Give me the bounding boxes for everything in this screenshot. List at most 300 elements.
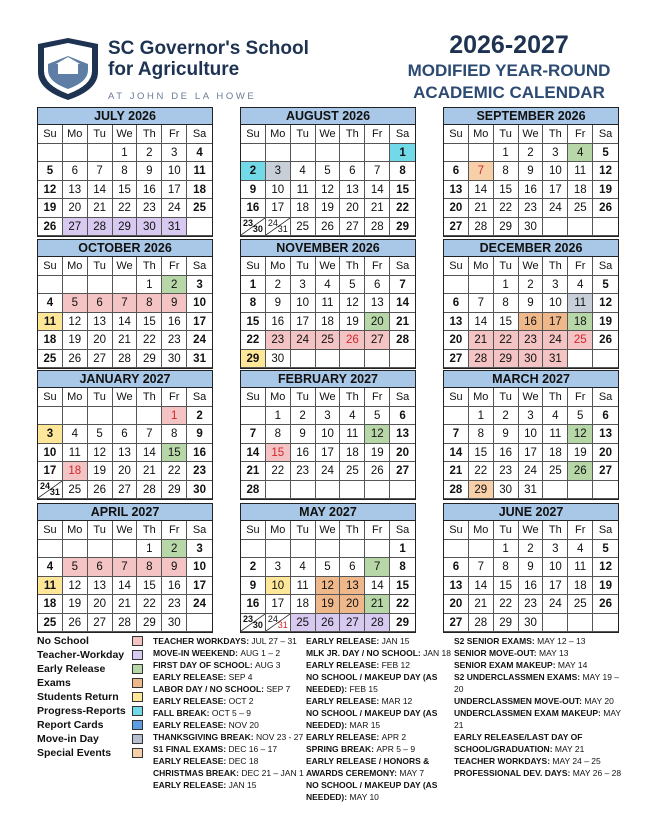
month-grid bbox=[38, 388, 212, 499]
date-cell: 20 bbox=[63, 199, 88, 218]
date-cell: 15 bbox=[390, 181, 415, 200]
day-header: Sa bbox=[390, 521, 415, 540]
legend bbox=[37, 634, 147, 760]
date-cell: 6 bbox=[593, 407, 618, 426]
date-cell: 20 bbox=[444, 199, 469, 218]
event-date: MAY 14 bbox=[557, 660, 588, 670]
calendar-title bbox=[394, 30, 624, 104]
date-cell: 1 bbox=[137, 276, 162, 295]
day-header: Tu bbox=[494, 388, 519, 407]
date-cell: 7 bbox=[444, 425, 469, 444]
date-cell: 16 bbox=[494, 444, 519, 463]
event-entry bbox=[306, 671, 452, 695]
date-cell: 7 bbox=[469, 162, 494, 181]
legend-swatch bbox=[132, 650, 143, 660]
date-cell: 29 bbox=[241, 350, 266, 369]
date-cell bbox=[316, 144, 341, 163]
event-date: JAN 18 bbox=[423, 648, 451, 658]
date-cell: 27 bbox=[63, 218, 88, 237]
event-title: S2 SENIOR EXAMS: bbox=[454, 636, 538, 646]
date-cell: 11 bbox=[187, 162, 212, 181]
day-header: Mo bbox=[266, 388, 291, 407]
event-title: EARLY RELEASE: bbox=[153, 756, 229, 766]
date-cell bbox=[291, 540, 316, 559]
date-cell: 18 bbox=[291, 595, 316, 614]
month-grid bbox=[241, 125, 415, 236]
date-number: 24 bbox=[267, 217, 278, 228]
date-cell bbox=[266, 614, 291, 633]
date-cell: 14 bbox=[469, 181, 494, 200]
date-cell: 13 bbox=[340, 577, 365, 596]
date-cell: 24 bbox=[519, 462, 544, 481]
date-cell: 18 bbox=[63, 462, 88, 481]
date-cell: 27 bbox=[365, 331, 390, 350]
day-header: Fr bbox=[568, 521, 593, 540]
date-cell: 29 bbox=[390, 614, 415, 633]
date-cell: 7 bbox=[113, 558, 138, 577]
month-title: FEBRUARY 2027 bbox=[241, 371, 415, 388]
event-date: APR 5 – 9 bbox=[376, 744, 416, 754]
event-entry bbox=[306, 743, 452, 755]
date-cell: 17 bbox=[543, 181, 568, 200]
event-date: SEP 4 bbox=[228, 672, 253, 682]
school-name bbox=[108, 38, 309, 107]
date-cell: 16 bbox=[266, 313, 291, 332]
date-number: 24 bbox=[40, 480, 51, 491]
school-subtitle: AT JOHN DE LA HOWE bbox=[108, 91, 257, 102]
month-title: MAY 2027 bbox=[241, 504, 415, 521]
date-cell: 19 bbox=[365, 444, 390, 463]
event-date: JAN 15 bbox=[381, 636, 410, 646]
date-cell: 17 bbox=[187, 577, 212, 596]
date-cell: 18 bbox=[340, 444, 365, 463]
date-cell bbox=[266, 144, 291, 163]
date-cell bbox=[316, 481, 341, 500]
date-cell bbox=[543, 481, 568, 500]
date-cell bbox=[340, 144, 365, 163]
event-title: NO SCHOOL / MAKEUP DAY (AS NEEDED): bbox=[306, 708, 438, 730]
date-cell: 1 bbox=[390, 540, 415, 559]
event-entry bbox=[153, 743, 305, 755]
event-date: OCT 5 – 9 bbox=[211, 708, 251, 718]
day-header: Mo bbox=[469, 388, 494, 407]
date-cell bbox=[444, 144, 469, 163]
date-cell: 18 bbox=[568, 577, 593, 596]
date-cell bbox=[593, 218, 618, 237]
date-cell: 22 bbox=[241, 331, 266, 350]
date-cell: 19 bbox=[593, 577, 618, 596]
event-entry bbox=[306, 755, 452, 779]
date-cell: 10 bbox=[187, 558, 212, 577]
date-cell: 30 bbox=[519, 218, 544, 237]
day-header: We bbox=[316, 125, 341, 144]
day-header: We bbox=[113, 257, 138, 276]
date-cell: 27 bbox=[88, 350, 113, 369]
event-title: EARLY RELEASE / HONORS & AWARDS CEREMONY: bbox=[306, 756, 430, 778]
day-header: Su bbox=[38, 388, 63, 407]
date-cell: 13 bbox=[365, 294, 390, 313]
date-cell: 29 bbox=[113, 218, 138, 237]
date-cell: 4 bbox=[568, 144, 593, 163]
date-cell: 12 bbox=[593, 558, 618, 577]
date-cell: 17 bbox=[38, 462, 63, 481]
date-cell bbox=[137, 407, 162, 426]
date-cell bbox=[593, 481, 618, 500]
date-cell: 6 bbox=[365, 276, 390, 295]
day-header: Fr bbox=[162, 521, 187, 540]
date-cell: 1 bbox=[137, 540, 162, 559]
date-cell: 10 bbox=[543, 162, 568, 181]
day-header: Th bbox=[340, 521, 365, 540]
event-entry bbox=[454, 767, 626, 779]
date-cell: 8 bbox=[162, 425, 187, 444]
date-cell: 1 bbox=[241, 276, 266, 295]
date-cell: 4 bbox=[187, 144, 212, 163]
date-cell: 3 bbox=[543, 276, 568, 295]
date-cell: 27 bbox=[340, 614, 365, 633]
event-title: EARLY RELEASE: bbox=[153, 696, 229, 706]
date-cell: 14 bbox=[88, 181, 113, 200]
date-cell: 8 bbox=[469, 425, 494, 444]
date-cell: 21 bbox=[469, 199, 494, 218]
date-cell: 30 bbox=[266, 350, 291, 369]
date-cell bbox=[340, 350, 365, 369]
date-cell: 8 bbox=[113, 162, 138, 181]
date-cell: 26 bbox=[593, 595, 618, 614]
date-cell: 19 bbox=[316, 595, 341, 614]
date-cell: 1 bbox=[494, 540, 519, 559]
event-title: SENIOR MOVE-OUT: bbox=[454, 648, 540, 658]
date-cell bbox=[113, 407, 138, 426]
day-header: Su bbox=[444, 257, 469, 276]
date-cell: 5 bbox=[593, 144, 618, 163]
event-entry bbox=[153, 671, 305, 683]
date-cell: 25 bbox=[38, 614, 63, 633]
date-cell: 12 bbox=[63, 313, 88, 332]
date-cell bbox=[63, 407, 88, 426]
date-cell: 13 bbox=[88, 577, 113, 596]
date-cell: 28 bbox=[137, 481, 162, 500]
date-cell: 25 bbox=[568, 331, 593, 350]
date-cell: 23 bbox=[519, 199, 544, 218]
date-cell: 22 bbox=[494, 331, 519, 350]
date-cell: 10 bbox=[38, 444, 63, 463]
date-cell: 15 bbox=[390, 577, 415, 596]
day-header: We bbox=[316, 257, 341, 276]
day-header: Sa bbox=[390, 257, 415, 276]
month-calendar bbox=[37, 239, 213, 369]
event-entry bbox=[153, 755, 305, 767]
date-cell: 8 bbox=[266, 425, 291, 444]
date-cell: 21 bbox=[137, 462, 162, 481]
day-header: Su bbox=[444, 125, 469, 144]
date-cell: 9 bbox=[137, 162, 162, 181]
event-entry bbox=[454, 659, 626, 671]
day-header: Sa bbox=[187, 521, 212, 540]
date-cell: 2 bbox=[241, 162, 266, 181]
date-cell: 30 bbox=[519, 350, 544, 369]
date-cell: 11 bbox=[568, 162, 593, 181]
date-cell: 13 bbox=[340, 181, 365, 200]
school-name-line2: for Agriculture bbox=[108, 59, 240, 80]
date-cell: 20 bbox=[340, 595, 365, 614]
date-cell: 8 bbox=[137, 558, 162, 577]
date-cell: 19 bbox=[568, 444, 593, 463]
date-cell: 15 bbox=[266, 444, 291, 463]
date-number: 31 bbox=[277, 620, 288, 630]
date-cell: 1 bbox=[494, 144, 519, 163]
date-cell bbox=[38, 481, 63, 500]
day-header: Tu bbox=[494, 125, 519, 144]
day-header: Su bbox=[38, 521, 63, 540]
date-cell: 14 bbox=[241, 444, 266, 463]
date-cell: 25 bbox=[187, 199, 212, 218]
date-cell: 12 bbox=[316, 577, 341, 596]
date-cell: 7 bbox=[469, 558, 494, 577]
date-cell: 6 bbox=[444, 294, 469, 313]
day-header: Mo bbox=[469, 125, 494, 144]
date-cell: 12 bbox=[593, 162, 618, 181]
date-cell: 14 bbox=[365, 181, 390, 200]
date-cell: 6 bbox=[113, 425, 138, 444]
month-title: JULY 2026 bbox=[38, 108, 212, 125]
date-cell: 13 bbox=[444, 577, 469, 596]
month-title: SEPTEMBER 2026 bbox=[444, 108, 618, 125]
date-cell: 2 bbox=[494, 407, 519, 426]
date-cell: 13 bbox=[113, 444, 138, 463]
event-date: DEC 16 – 17 bbox=[228, 744, 278, 754]
date-cell: 28 bbox=[365, 614, 390, 633]
date-cell: 14 bbox=[137, 444, 162, 463]
date-cell: 30 bbox=[494, 481, 519, 500]
date-cell: 3 bbox=[266, 558, 291, 577]
day-header: Fr bbox=[162, 257, 187, 276]
event-date: MAY 19 – 20 bbox=[454, 672, 620, 694]
date-cell: 8 bbox=[390, 558, 415, 577]
date-cell bbox=[187, 218, 212, 237]
date-cell: 11 bbox=[340, 425, 365, 444]
day-header: Sa bbox=[187, 125, 212, 144]
date-cell: 6 bbox=[340, 558, 365, 577]
date-cell: 19 bbox=[593, 181, 618, 200]
date-cell bbox=[390, 481, 415, 500]
date-cell: 22 bbox=[266, 462, 291, 481]
date-cell: 9 bbox=[162, 294, 187, 313]
date-cell: 19 bbox=[593, 313, 618, 332]
date-cell: 16 bbox=[519, 181, 544, 200]
date-cell: 25 bbox=[63, 481, 88, 500]
date-cell bbox=[365, 144, 390, 163]
date-cell: 18 bbox=[568, 181, 593, 200]
date-cell: 2 bbox=[266, 276, 291, 295]
event-title: CHRISTMAS BREAK: bbox=[153, 768, 242, 778]
month-calendar bbox=[240, 370, 416, 500]
date-cell bbox=[291, 350, 316, 369]
date-cell: 21 bbox=[113, 331, 138, 350]
day-header: Fr bbox=[365, 521, 390, 540]
date-cell: 5 bbox=[38, 162, 63, 181]
date-cell: 5 bbox=[593, 540, 618, 559]
date-cell: 26 bbox=[63, 350, 88, 369]
event-entry bbox=[454, 755, 626, 767]
date-cell: 17 bbox=[519, 444, 544, 463]
date-cell: 20 bbox=[444, 331, 469, 350]
event-entry bbox=[454, 695, 626, 707]
date-cell: 18 bbox=[187, 181, 212, 200]
date-cell: 1 bbox=[266, 407, 291, 426]
events-column-1 bbox=[153, 635, 305, 791]
date-cell: 22 bbox=[113, 199, 138, 218]
date-cell: 12 bbox=[88, 444, 113, 463]
date-number: 30 bbox=[252, 224, 263, 234]
event-title: EARLY RELEASE: bbox=[306, 696, 382, 706]
event-entry bbox=[153, 695, 305, 707]
date-cell bbox=[38, 407, 63, 426]
day-header: Tu bbox=[88, 257, 113, 276]
date-cell: 14 bbox=[469, 313, 494, 332]
date-cell: 25 bbox=[316, 331, 341, 350]
date-cell: 23 bbox=[162, 331, 187, 350]
event-title: SPRING BREAK: bbox=[306, 744, 377, 754]
date-cell: 3 bbox=[38, 425, 63, 444]
date-cell bbox=[291, 144, 316, 163]
date-cell: 14 bbox=[365, 577, 390, 596]
date-cell: 29 bbox=[390, 218, 415, 237]
date-cell: 20 bbox=[365, 313, 390, 332]
date-cell bbox=[316, 540, 341, 559]
date-cell: 16 bbox=[187, 444, 212, 463]
date-cell bbox=[316, 350, 341, 369]
event-date: APR 2 bbox=[381, 732, 407, 742]
date-cell: 17 bbox=[291, 313, 316, 332]
date-cell: 2 bbox=[291, 407, 316, 426]
month-grid bbox=[38, 125, 212, 236]
date-cell: 29 bbox=[137, 350, 162, 369]
date-cell: 28 bbox=[365, 218, 390, 237]
event-title: EARLY RELEASE: bbox=[306, 660, 382, 670]
day-header: Th bbox=[340, 257, 365, 276]
event-entry bbox=[306, 707, 452, 731]
date-cell: 11 bbox=[543, 425, 568, 444]
date-cell: 23 bbox=[519, 331, 544, 350]
date-cell: 8 bbox=[494, 294, 519, 313]
date-cell: 6 bbox=[444, 162, 469, 181]
date-cell: 19 bbox=[340, 313, 365, 332]
date-cell: 22 bbox=[494, 595, 519, 614]
event-date: OCT 2 bbox=[228, 696, 254, 706]
date-cell: 13 bbox=[593, 425, 618, 444]
date-cell bbox=[241, 614, 266, 633]
date-cell bbox=[365, 350, 390, 369]
date-cell: 25 bbox=[543, 462, 568, 481]
date-cell bbox=[88, 540, 113, 559]
event-entry bbox=[454, 707, 626, 731]
date-cell: 9 bbox=[494, 425, 519, 444]
date-cell: 26 bbox=[365, 462, 390, 481]
day-header: Th bbox=[340, 388, 365, 407]
event-date: MAY 24 – 25 bbox=[552, 756, 601, 766]
date-cell: 2 bbox=[519, 144, 544, 163]
month-calendar bbox=[443, 370, 619, 500]
date-cell: 3 bbox=[543, 144, 568, 163]
date-cell: 5 bbox=[568, 407, 593, 426]
event-date: MAR 15 bbox=[349, 720, 381, 730]
date-cell bbox=[469, 540, 494, 559]
event-entry bbox=[153, 707, 305, 719]
event-date: AUG 3 bbox=[255, 660, 281, 670]
date-cell: 21 bbox=[469, 595, 494, 614]
date-cell: 28 bbox=[469, 218, 494, 237]
date-cell: 28 bbox=[390, 331, 415, 350]
date-cell: 29 bbox=[469, 481, 494, 500]
date-number: 31 bbox=[277, 224, 288, 234]
date-cell: 27 bbox=[113, 481, 138, 500]
date-cell: 20 bbox=[88, 331, 113, 350]
legend-swatch bbox=[132, 692, 143, 702]
event-entry bbox=[454, 647, 626, 659]
event-title: FALL BREAK: bbox=[153, 708, 212, 718]
school-logo-shield-icon bbox=[36, 38, 100, 100]
event-date: MAR 12 bbox=[381, 696, 413, 706]
date-cell bbox=[266, 481, 291, 500]
event-title: TEACHER WORKDAYS: bbox=[454, 756, 553, 766]
date-cell bbox=[390, 350, 415, 369]
legend-swatch bbox=[132, 720, 143, 730]
day-header: Sa bbox=[593, 125, 618, 144]
day-header: Th bbox=[137, 521, 162, 540]
date-cell: 26 bbox=[593, 199, 618, 218]
date-cell: 27 bbox=[444, 614, 469, 633]
date-cell: 10 bbox=[543, 558, 568, 577]
date-cell: 9 bbox=[266, 294, 291, 313]
date-cell: 22 bbox=[162, 462, 187, 481]
month-title: MARCH 2027 bbox=[444, 371, 618, 388]
date-cell: 10 bbox=[519, 425, 544, 444]
date-cell: 1 bbox=[390, 144, 415, 163]
legend-label: Progress-Reports bbox=[37, 705, 126, 717]
date-cell: 9 bbox=[241, 181, 266, 200]
date-cell: 18 bbox=[568, 313, 593, 332]
date-cell: 20 bbox=[593, 444, 618, 463]
date-cell: 7 bbox=[365, 558, 390, 577]
date-cell: 20 bbox=[88, 595, 113, 614]
day-header: Fr bbox=[365, 388, 390, 407]
date-cell: 10 bbox=[266, 577, 291, 596]
day-header: Tu bbox=[494, 257, 519, 276]
event-entry bbox=[454, 731, 626, 755]
day-header: Su bbox=[38, 257, 63, 276]
date-cell: 7 bbox=[365, 162, 390, 181]
date-cell: 27 bbox=[444, 218, 469, 237]
legend-label: Move-in Day bbox=[37, 733, 99, 745]
date-cell bbox=[469, 144, 494, 163]
date-cell: 1 bbox=[494, 276, 519, 295]
date-cell: 2 bbox=[241, 558, 266, 577]
month-calendar bbox=[443, 239, 619, 369]
event-date: MAY 13 bbox=[539, 648, 569, 658]
date-cell: 7 bbox=[241, 425, 266, 444]
date-cell: 13 bbox=[88, 313, 113, 332]
date-cell: 15 bbox=[162, 444, 187, 463]
date-cell bbox=[568, 350, 593, 369]
date-cell: 29 bbox=[137, 614, 162, 633]
date-cell: 6 bbox=[88, 558, 113, 577]
date-cell bbox=[593, 614, 618, 633]
event-date: MAY 21 bbox=[454, 708, 621, 730]
date-cell: 20 bbox=[444, 595, 469, 614]
month-title: OCTOBER 2026 bbox=[38, 240, 212, 257]
month-title: AUGUST 2026 bbox=[241, 108, 415, 125]
